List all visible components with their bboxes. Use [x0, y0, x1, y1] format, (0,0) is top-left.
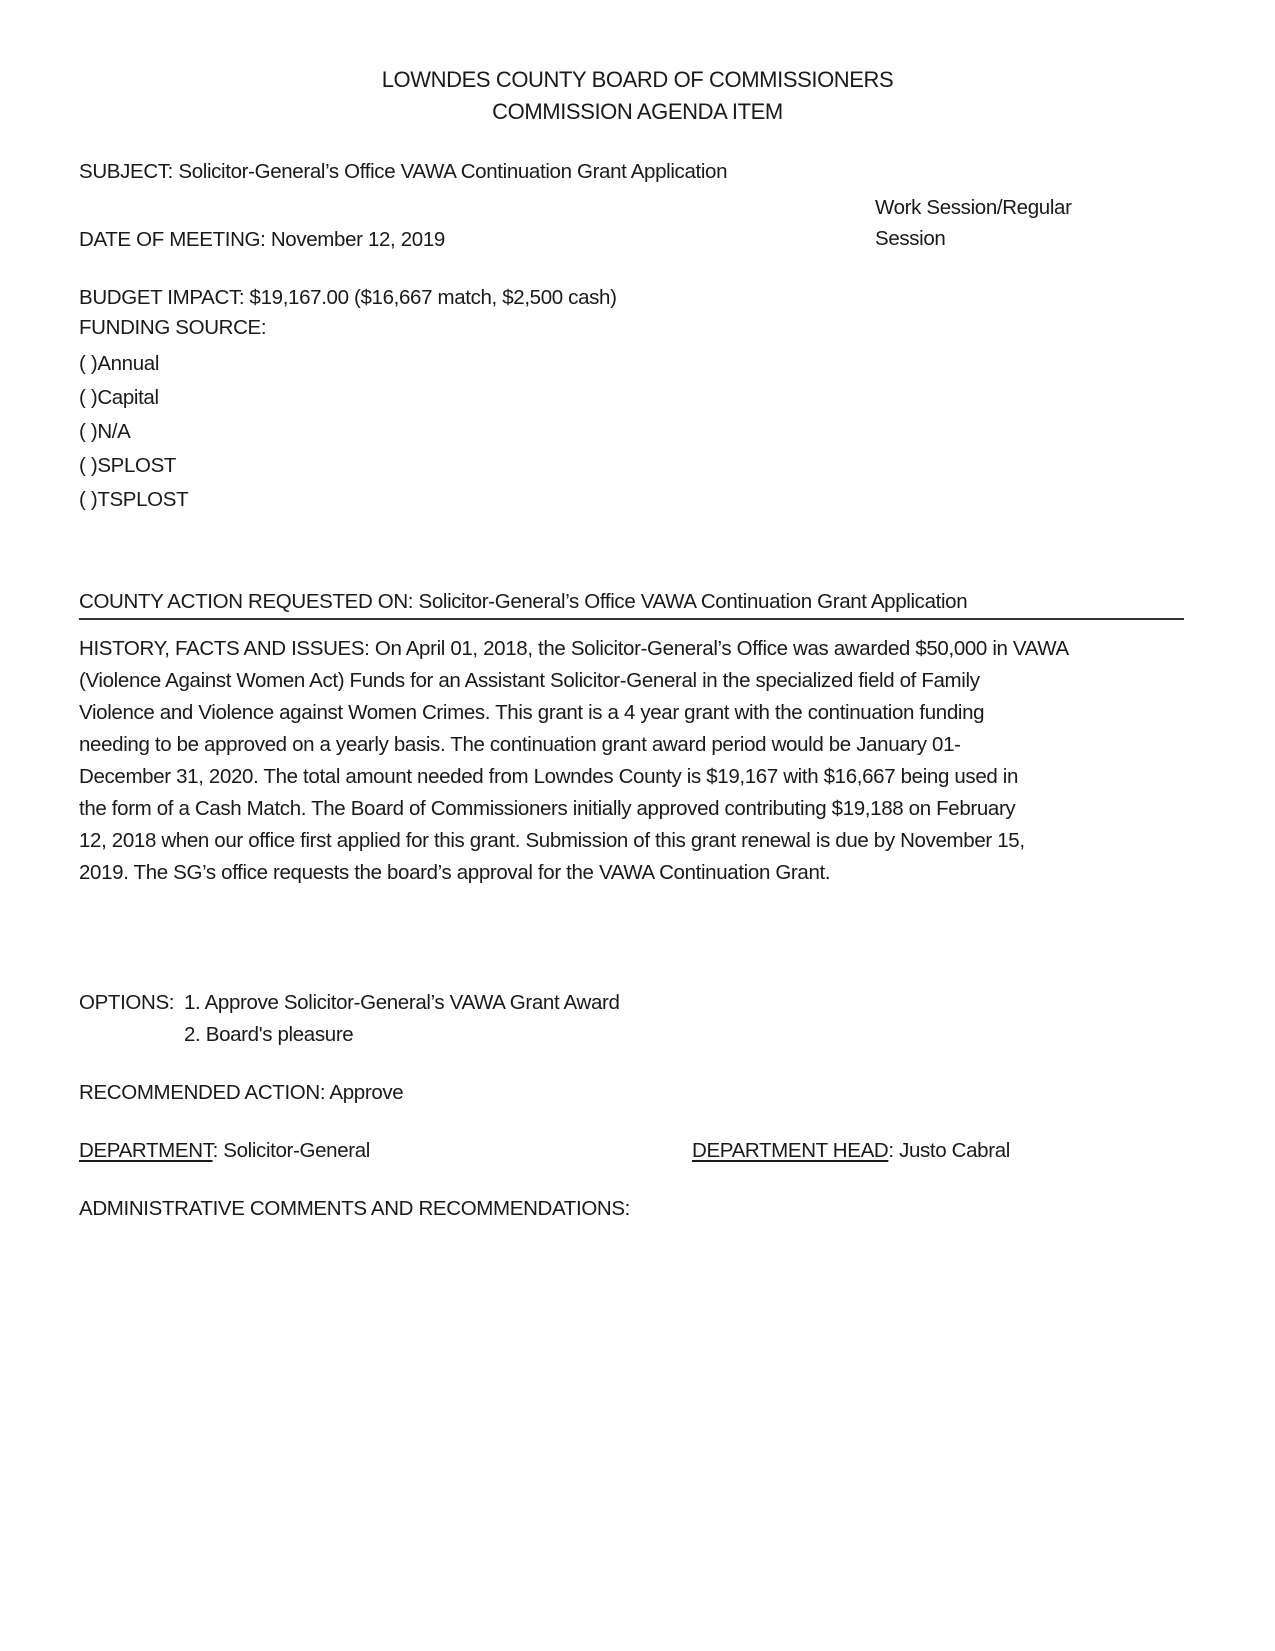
funding-option-label: SPLOST — [97, 454, 177, 477]
department-head — [692, 1141, 1010, 1162]
checkbox-na: ( ) — [79, 420, 98, 443]
county-action-requested: COUNTY ACTION REQUESTED ON: Solicitor-General’s Office VAWA Continuation Grant Application — [79, 590, 968, 613]
department-value: : Solicitor-General — [212, 1139, 370, 1162]
department-head-value: : Justo Cabral — [888, 1139, 1010, 1162]
funding-option-na — [79, 422, 130, 443]
budget-impact: BUDGET IMPACT: $19,167.00 ($16,667 match, $2,500 cash) — [79, 286, 617, 309]
document-title-line1: LOWNDES COUNTY BOARD OF COMMISSIONERS — [381, 67, 894, 92]
funding-option-splost — [79, 456, 176, 477]
history-line: (Violence Against Women Act) Funds for an Assistant Solicitor-General in the specialized field of Family — [79, 669, 980, 692]
department-head-label: DEPARTMENT HEAD — [692, 1139, 889, 1162]
recommended-action: RECOMMENDED ACTION: Approve — [79, 1081, 404, 1104]
funding-option-label: N/A — [97, 420, 131, 443]
history-line: 12, 2018 when our office first applied for this grant. Submission of this grant renewal is due by November 15, — [79, 829, 1025, 852]
history-line: the form of a Cash Match. The Board of Commissioners initially approved contributing $19,188 on February — [79, 797, 1016, 820]
department-label: DEPARTMENT — [79, 1139, 213, 1162]
history-line: Violence and Violence against Women Crimes. This grant is a 4 year grant with the continuation funding — [79, 701, 985, 724]
checkbox-annual: ( ) — [79, 352, 98, 375]
funding-option-label: Capital — [97, 386, 159, 409]
checkbox-capital: ( ) — [79, 386, 98, 409]
checkbox-splost: ( ) — [79, 454, 98, 477]
history-line: December 31, 2020. The total amount needed from Lowndes County is $19,167 with $16,667 being used in — [79, 765, 1019, 788]
funding-option-capital — [79, 388, 159, 409]
option-item-2: 2. Board's pleasure — [184, 1023, 354, 1046]
history-line: needing to be approved on a yearly basis. The continuation grant award period would be January 01- — [79, 733, 961, 756]
history-line: 2019. The SG’s office requests the board’s approval for the VAWA Continuation Grant. — [79, 861, 831, 884]
history-facts-issues — [79, 633, 1179, 889]
session-type-line2: Session — [875, 227, 946, 250]
session-type-line1: Work Session/Regular — [875, 196, 1072, 219]
funding-option-annual — [79, 354, 159, 375]
subject-line: SUBJECT: Solicitor-General’s Office VAWA Continuation Grant Application — [79, 160, 728, 183]
funding-option-tsplost — [79, 490, 188, 511]
history-line: HISTORY, FACTS AND ISSUES: On April 01, 2018, the Solicitor-General’s Office was awarded $50,000 in VAWA — [79, 637, 1069, 660]
funding-source-label: FUNDING SOURCE: — [79, 316, 267, 339]
options-label: OPTIONS: — [79, 991, 175, 1014]
document-title-line2: COMMISSION AGENDA ITEM — [492, 99, 783, 124]
section-divider — [79, 618, 1184, 620]
administrative-comments: ADMINISTRATIVE COMMENTS AND RECOMMENDATIONS: — [79, 1197, 631, 1220]
funding-option-label: Annual — [97, 352, 160, 375]
checkbox-tsplost: ( ) — [79, 488, 98, 511]
option-item-1: 1. Approve Solicitor-General’s VAWA Grant Award — [184, 991, 620, 1014]
department — [79, 1141, 370, 1162]
date-of-meeting: DATE OF MEETING: November 12, 2019 — [79, 228, 445, 251]
funding-option-label: TSPLOST — [97, 488, 189, 511]
